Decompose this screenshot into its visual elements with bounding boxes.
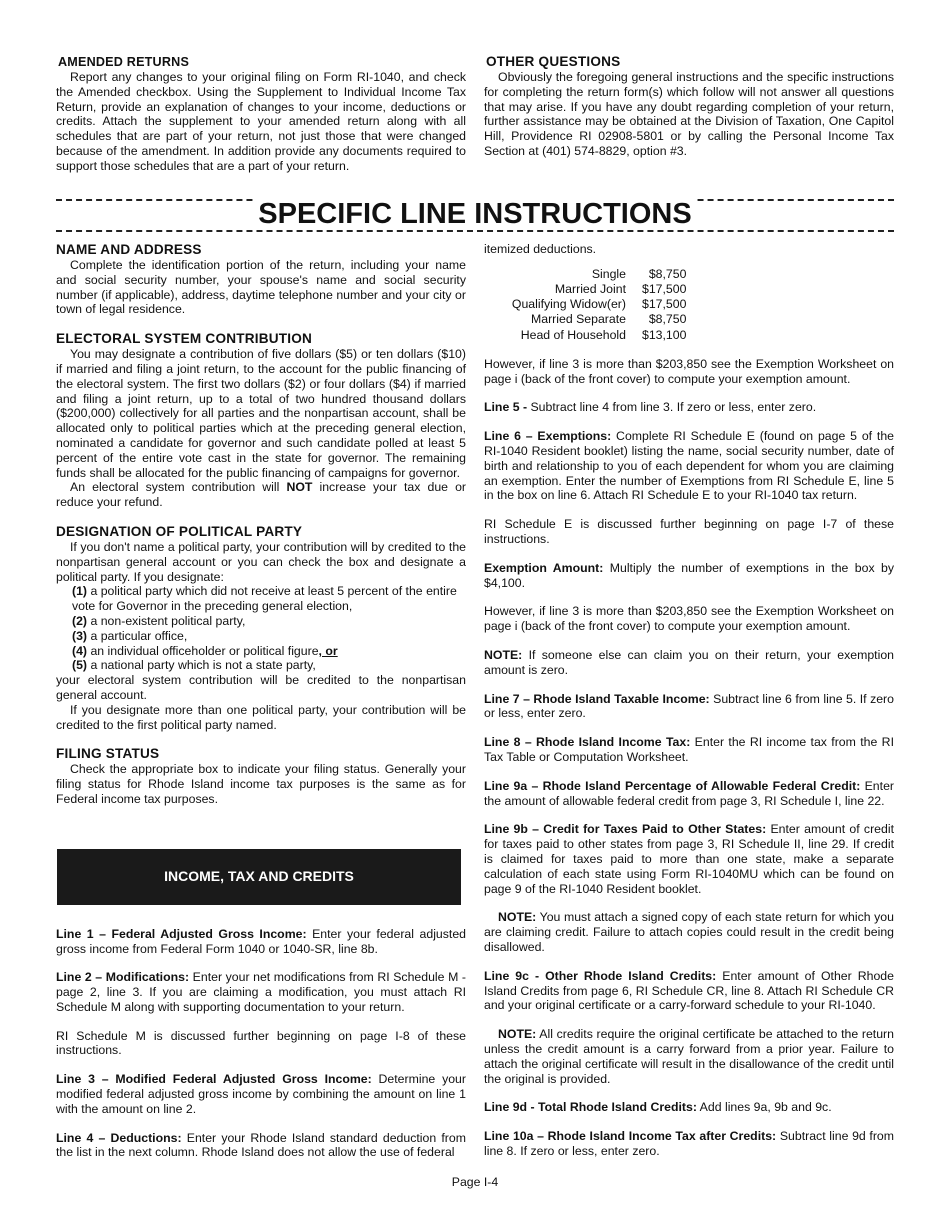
exemption-worksheet-note-1: However, if line 3 is more than $203,850 see the Exemption Worksheet on page i (back of the front cover) to compute your exemption amount. — [484, 356, 894, 386]
line9a-instruction: Line 9a – Rhode Island Percentage of Allowable Federal Credit: Enter the amount of allowable federal credit from page 3, RI Schedule I, line 22. — [484, 778, 894, 808]
schedule-m-note: RI Schedule M is discussed further beginning on page I-8 of these instructions. — [56, 1028, 466, 1058]
certificate-note: NOTE: All credits require the original certificate be attached to the return unless the credit amount is a carry forward from a prior year. Failure to attach the original certificate will result in the disallowance of the credit until the original is provided. — [484, 1027, 894, 1086]
table-row: Qualifying Widow(er) $17,500 — [511, 297, 687, 312]
line6-instruction: Line 6 – Exemptions: Complete RI Schedule E (found on page 5 of the RI-1040 Resident booklet) listing the name, social security number, date of birth and relationship to you of each dependent for whom you are claiming an exemption. Enter the number of Exemptions from RI Schedule E, line 5 in the box on line 6. Attach RI Schedule E to your RI-1040 tax return. — [484, 429, 894, 503]
amended-returns-text: Report any changes to your original filing on Form RI-1040, and check the Amended checkbox. Using the Supplement to Individual Income Tax Return, provide an explanation of changes to your income, deductions or credits. Attach the supplement to your amended return along with all schedules that are part of your return, not just those that were changed because of the amendment. In addition provide any documents required to support those schedules that are a part of your return. — [56, 70, 466, 173]
table-row: Married Joint $17,500 — [554, 282, 687, 296]
designation-heading: DESIGNATION OF POLITICAL PARTY — [56, 523, 303, 539]
other-questions-section — [484, 54, 894, 159]
line3-instruction: Line 3 – Modified Federal Adjusted Gross Income: Determine your modified federal adjusted gross income by combining the amount on line 1 with the amount on line 2. — [56, 1072, 466, 1116]
list-item: (4) an individual officeholder or political figure, or — [72, 643, 338, 658]
itemized-continuation: itemized deductions. — [484, 242, 597, 256]
state-return-note: NOTE: You must attach a signed copy of each state return for which you are claiming credit. Failure to attach copies could result in the credit being disallowed. — [484, 910, 894, 954]
table-row: Married Separate $8,750 — [530, 312, 687, 327]
page-title: SPECIFIC LINE INSTRUCTIONS — [254, 198, 695, 230]
list-item: (2) a non-existent political party, — [72, 613, 246, 628]
section-title-bar — [56, 196, 894, 236]
line5-instruction: Line 5 - Subtract line 4 from line 3. If zero or less, enter zero. — [484, 400, 817, 415]
line9d-instruction: Line 9d - Total Rhode Island Credits: Add lines 9a, 9b and 9c. — [484, 1100, 832, 1115]
standard-deduction-table — [506, 267, 686, 343]
name-address-heading: NAME AND ADDRESS — [56, 242, 202, 257]
line9c-instruction: Line 9c - Other Rhode Island Credits: Enter amount of Other Rhode Island Credits from page 6, RI Schedule CR, line 8. Attach RI Schedule CR and your original certificate or a carry-forward schedule to your RI-1040. — [484, 968, 894, 1013]
filing-status-heading: FILING STATUS — [56, 746, 160, 762]
income-tax-credits-banner: INCOME, TAX AND CREDITS — [57, 849, 461, 905]
designation-list — [56, 584, 466, 673]
electoral-note: An electoral system contribution will NOT increase your tax due or reduce your refund. — [56, 480, 467, 510]
designation-more: If you designate more than one political party, your contribution will be credited to the first political party named. — [56, 702, 466, 732]
schedule-e-note: RI Schedule E is discussed further beginning on page I-7 of these instructions. — [484, 517, 894, 546]
line7-instruction: Line 7 – Rhode Island Taxable Income: Subtract line 6 from line 5. If zero or less, enter zero. — [484, 691, 894, 721]
table-row: Head of Household $13,100 — [520, 327, 687, 342]
line10a-instruction: Line 10a – Rhode Island Income Tax after Credits: Subtract line 9d from line 8. If zero or less, enter zero. — [484, 1129, 895, 1158]
line1-instruction: Line 1 – Federal Adjusted Gross Income: Enter your federal adjusted gross income from Federal Form 1040 or 1040-SR, line 8b. — [56, 926, 467, 956]
filing-status-text: Check the appropriate box to indicate your filing status. Generally your filing status for Rhode Island income tax purposes is the same as for Federal income tax purposes. — [56, 762, 466, 806]
name-address-text: Complete the identification portion of the return, including your name and social security number, your spouse's name and social security number (if applicable), address, daytime telephone number and your city or town of legal residence. — [56, 258, 466, 317]
line4-instruction: Line 4 – Deductions: Enter your Rhode Island standard deduction from the list in the next column. Rhode Island does not allow the use of federal — [56, 1130, 466, 1160]
dependent-note: NOTE: If someone else can claim you on their return, your exemption amount is zero. — [484, 647, 894, 677]
table-row: Single $8,750 — [591, 266, 687, 281]
line8-instruction: Line 8 – Rhode Island Income Tax: Enter the RI income tax from the RI Tax Table or Computation Worksheet. — [484, 735, 894, 764]
line9b-instruction: Line 9b – Credit for Taxes Paid to Other States: Enter amount of credit for taxes paid to other states from page 3, RI Schedule II, line 29. If credit is claimed for taxes paid to more than one state, make a separate calculation of each state using Form RI-1040MU which can be found on page 9 of the RI-1040 Resident booklet. — [484, 822, 894, 896]
left-column — [56, 242, 466, 1160]
exemption-amount-instruction: Exemption Amount: Multiply the number of exemptions in the box by $4,100. — [484, 560, 894, 590]
page-number: Page I-4 — [451, 1175, 499, 1189]
title-bottom-rule — [56, 230, 894, 232]
other-questions-heading: OTHER QUESTIONS — [486, 54, 621, 69]
amended-returns-heading: AMENDED RETURNS — [58, 55, 190, 69]
list-item: (3) a particular office, — [72, 628, 188, 643]
list-item: (1) a political party which did not receive at least 5 percent of the entire vote for Governor in the preceding general election, — [72, 584, 457, 614]
designation-after: your electoral system contribution will be credited to the nonpartisan general account. — [56, 673, 466, 702]
electoral-text: You may designate a contribution of five dollars ($5) or ten dollars ($10) if married and filing a joint return, to the account for the public financing of the electoral system. The first two dollars ($2) or four dollars ($4) if married and filing a joint return, up to a total of two hundred thousand dollars ($200,000) collectively for all parties and the nonpartisan account, shall be allocated only to political parties which at the preceding general election, nominated a candidate for governor and such candidate polled at least 5 percent of the entire vote cast in the state for governor. The remaining funds shall be allocated for the public financing of campaigns for governor. — [56, 347, 466, 480]
list-item: (5) a national party which is not a state party, — [72, 658, 316, 673]
designation-intro: If you don't name a political party, your contribution will by credited to the nonpartisan general account or you can check the box and designate a political party. If you designate: — [56, 539, 466, 584]
line2-instruction: Line 2 – Modifications: Enter your net modifications from RI Schedule M - page 2, line 3. If you are claiming a modification, you must attach RI Schedule M along with supporting documentation to your return. — [56, 970, 466, 1014]
amended-returns-section — [56, 54, 466, 174]
exemption-worksheet-note-2: However, if line 3 is more than $203,850 see the Exemption Worksheet on page i (back of the front cover) to compute your exemption amount. — [484, 604, 894, 634]
right-column — [484, 242, 894, 1159]
electoral-heading: ELECTORAL SYSTEM CONTRIBUTION — [56, 331, 313, 347]
other-questions-text: Obviously the foregoing general instructions and the specific instructions for completing the return form(s) which follow will not answer all questions that may arise. If you have any doubt regarding completion of your return, further assistance may be obtained at the Division of Taxation, One Capitol Hill, Providence RI 02908-5801 or by calling the Personal Income Tax Section at (401) 574-8829, option #3. — [484, 70, 894, 158]
